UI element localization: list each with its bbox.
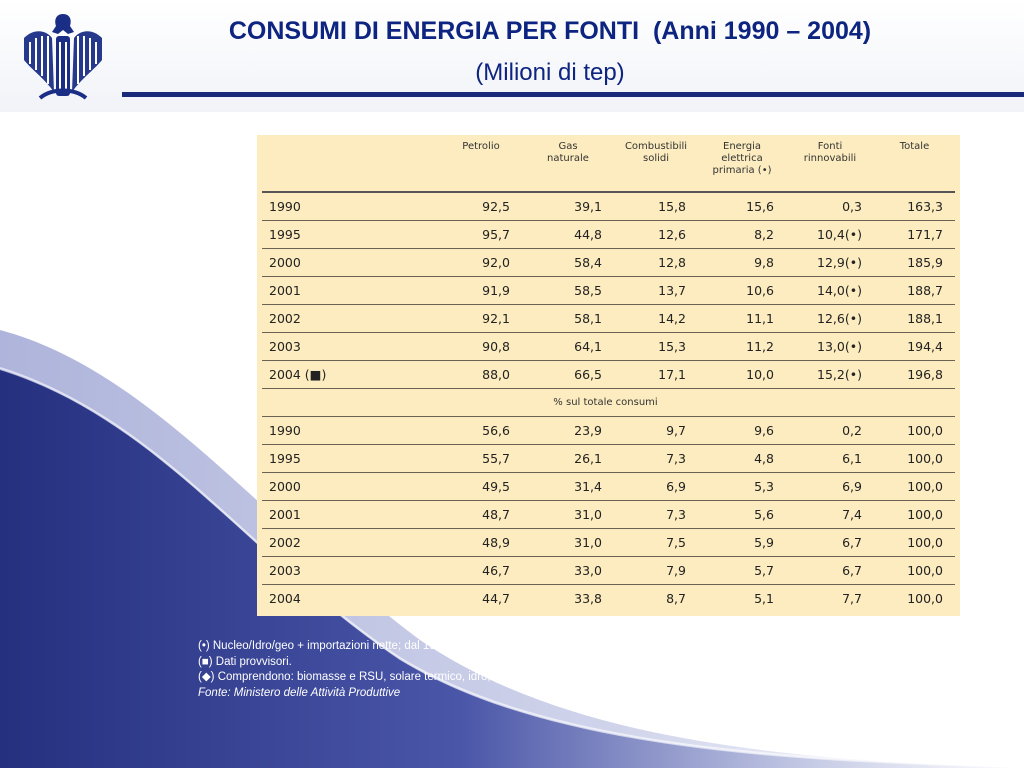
table-cell: 6,1 [786,445,874,473]
table-cell: 90,8 [440,333,522,361]
table-cell: 194,4 [874,333,955,361]
row-year-cell: 2001 [262,277,440,305]
table-cell: 5,6 [698,501,786,529]
table-cell: 10,6 [698,277,786,305]
column-header: Petrolio [462,141,500,152]
row-year-cell: 2003 [262,333,440,361]
table-cell: 15,6 [698,192,786,221]
table-cell: 48,9 [440,529,522,557]
table-cell: 11,2 [698,333,786,361]
column-header [262,135,440,192]
column-header: Totale [899,141,930,152]
table-cell: 12,6 [614,221,698,249]
column-header: Gas naturale [547,141,589,164]
table-cell: 100,0 [874,585,955,613]
table-cell: 188,1 [874,305,955,333]
table-cell: 5,7 [698,557,786,585]
table-cell: 100,0 [874,417,955,445]
table-cell: 33,8 [522,585,614,613]
footnote-provvisori: (■) Dati provvisori. [198,655,292,668]
table-cell: 48,7 [440,501,522,529]
table-cell: 4,8 [698,445,786,473]
table-cell: 100,0 [874,529,955,557]
table-cell: 58,1 [522,305,614,333]
table-cell: 100,0 [874,473,955,501]
table-cell: 100,0 [874,445,955,473]
table-cell: 31,0 [522,529,614,557]
table-cell: 58,4 [522,249,614,277]
table-row [262,333,955,361]
table-row [262,473,955,501]
table-cell: 64,1 [522,333,614,361]
table-cell: 185,9 [874,249,955,277]
table-cell: 6,9 [614,473,698,501]
table-cell: 95,7 [440,221,522,249]
table-row [262,277,955,305]
table-cell: 7,3 [614,445,698,473]
table-row [262,192,955,221]
table-body [262,192,955,612]
table-cell: 92,0 [440,249,522,277]
table-cell: 13,0(•) [786,333,874,361]
table-cell: 6,7 [786,557,874,585]
table-cell: 7,9 [614,557,698,585]
footnote-nucleo: (•) Nucleo/Idro/geo + importazioni nette; dal 1995 i dati si riferiscono esclusivamente alle importazioni nette di energia elettrica. [198,640,842,652]
row-year-cell: 1995 [262,221,440,249]
table-row [262,221,955,249]
table-cell: 5,9 [698,529,786,557]
table-cell: 14,0(•) [786,277,874,305]
table-cell: 163,3 [874,192,955,221]
table-cell: 88,0 [440,361,522,389]
table-cell: 12,8 [614,249,698,277]
percent-section-label: % sul totale consumi [262,389,955,417]
row-year-cell: 2004 (■) [262,361,440,389]
table-cell: 100,0 [874,501,955,529]
row-year-cell: 2001 [262,501,440,529]
table-cell: 9,7 [614,417,698,445]
table-cell: 10,0 [698,361,786,389]
table-cell: 66,5 [522,361,614,389]
table-cell: 7,3 [614,501,698,529]
row-year-cell: 2003 [262,557,440,585]
table-cell: 196,8 [874,361,955,389]
page-subtitle: (Milioni di tep) [475,59,625,86]
table-cell: 9,6 [698,417,786,445]
table-cell: 31,4 [522,473,614,501]
table-row [262,529,955,557]
table-cell: 7,7 [786,585,874,613]
footnotes [198,639,1018,701]
table-cell: 44,7 [440,585,522,613]
row-year-cell: 1990 [262,192,440,221]
table-cell: 17,1 [614,361,698,389]
table-cell: 15,3 [614,333,698,361]
table-cell: 46,7 [440,557,522,585]
row-year-cell: 2002 [262,305,440,333]
table-cell: 8,2 [698,221,786,249]
table-cell: 26,1 [522,445,614,473]
column-header: Combustibili solidi [624,141,688,164]
table-cell: 10,4(•) [786,221,874,249]
title-underline [122,92,1024,97]
table-cell: 11,1 [698,305,786,333]
table-row [262,501,955,529]
table-cell: 6,9 [786,473,874,501]
table-cell: 33,0 [522,557,614,585]
column-header: Energia elettrica primaria (•) [712,141,772,176]
table-cell: 0,2 [786,417,874,445]
row-year-cell: 2002 [262,529,440,557]
table-header-row [262,135,955,192]
energy-consumption-table [262,135,955,612]
table-cell: 100,0 [874,557,955,585]
table-cell: 56,6 [440,417,522,445]
table-row [262,445,955,473]
table-cell: 0,3 [786,192,874,221]
table-cell: 12,6(•) [786,305,874,333]
table-cell: 8,7 [614,585,698,613]
table-cell: 6,7 [786,529,874,557]
table-cell: 7,5 [614,529,698,557]
table-cell: 91,9 [440,277,522,305]
table-cell: 92,5 [440,192,522,221]
table-cell: 39,1 [522,192,614,221]
table-row [262,557,955,585]
table-cell: 15,8 [614,192,698,221]
page-title: CONSUMI DI ENERGIA PER FONTI (Anni 1990 – 2004) [228,17,872,45]
row-year-cell: 1995 [262,445,440,473]
table-row [262,361,955,389]
table-row [262,249,955,277]
table-cell: 12,9(•) [786,249,874,277]
row-year-cell: 2000 [262,473,440,501]
table-cell: 92,1 [440,305,522,333]
table-cell: 5,3 [698,473,786,501]
table-cell: 5,1 [698,585,786,613]
footnote-rinnovabili: (◆) Comprendono: biomasse e RSU, solare termico, idro, geo, eolico e fotovoltaico. [198,671,624,683]
confindustria-eagle-logo [18,8,108,106]
table-cell: 15,2(•) [786,361,874,389]
table-cell: 188,7 [874,277,955,305]
source-note: Fonte: Ministero delle Attività Produttive [198,686,401,699]
table-cell: 23,9 [522,417,614,445]
row-year-cell: 1990 [262,417,440,445]
row-year-cell: 2000 [262,249,440,277]
table-cell: 9,8 [698,249,786,277]
table-row [262,417,955,445]
table-cell: 58,5 [522,277,614,305]
table-row [262,585,955,613]
table-cell: 55,7 [440,445,522,473]
table-cell: 7,4 [786,501,874,529]
table-cell: 171,7 [874,221,955,249]
column-header: Fonti rinnovabili [803,141,857,164]
table-cell: 49,5 [440,473,522,501]
table-cell: 44,8 [522,221,614,249]
row-year-cell: 2004 [262,585,440,613]
table-cell: 31,0 [522,501,614,529]
percent-section-row [262,389,955,417]
table-cell: 14,2 [614,305,698,333]
energy-table-panel [257,135,960,616]
table-row [262,305,955,333]
table-cell: 13,7 [614,277,698,305]
